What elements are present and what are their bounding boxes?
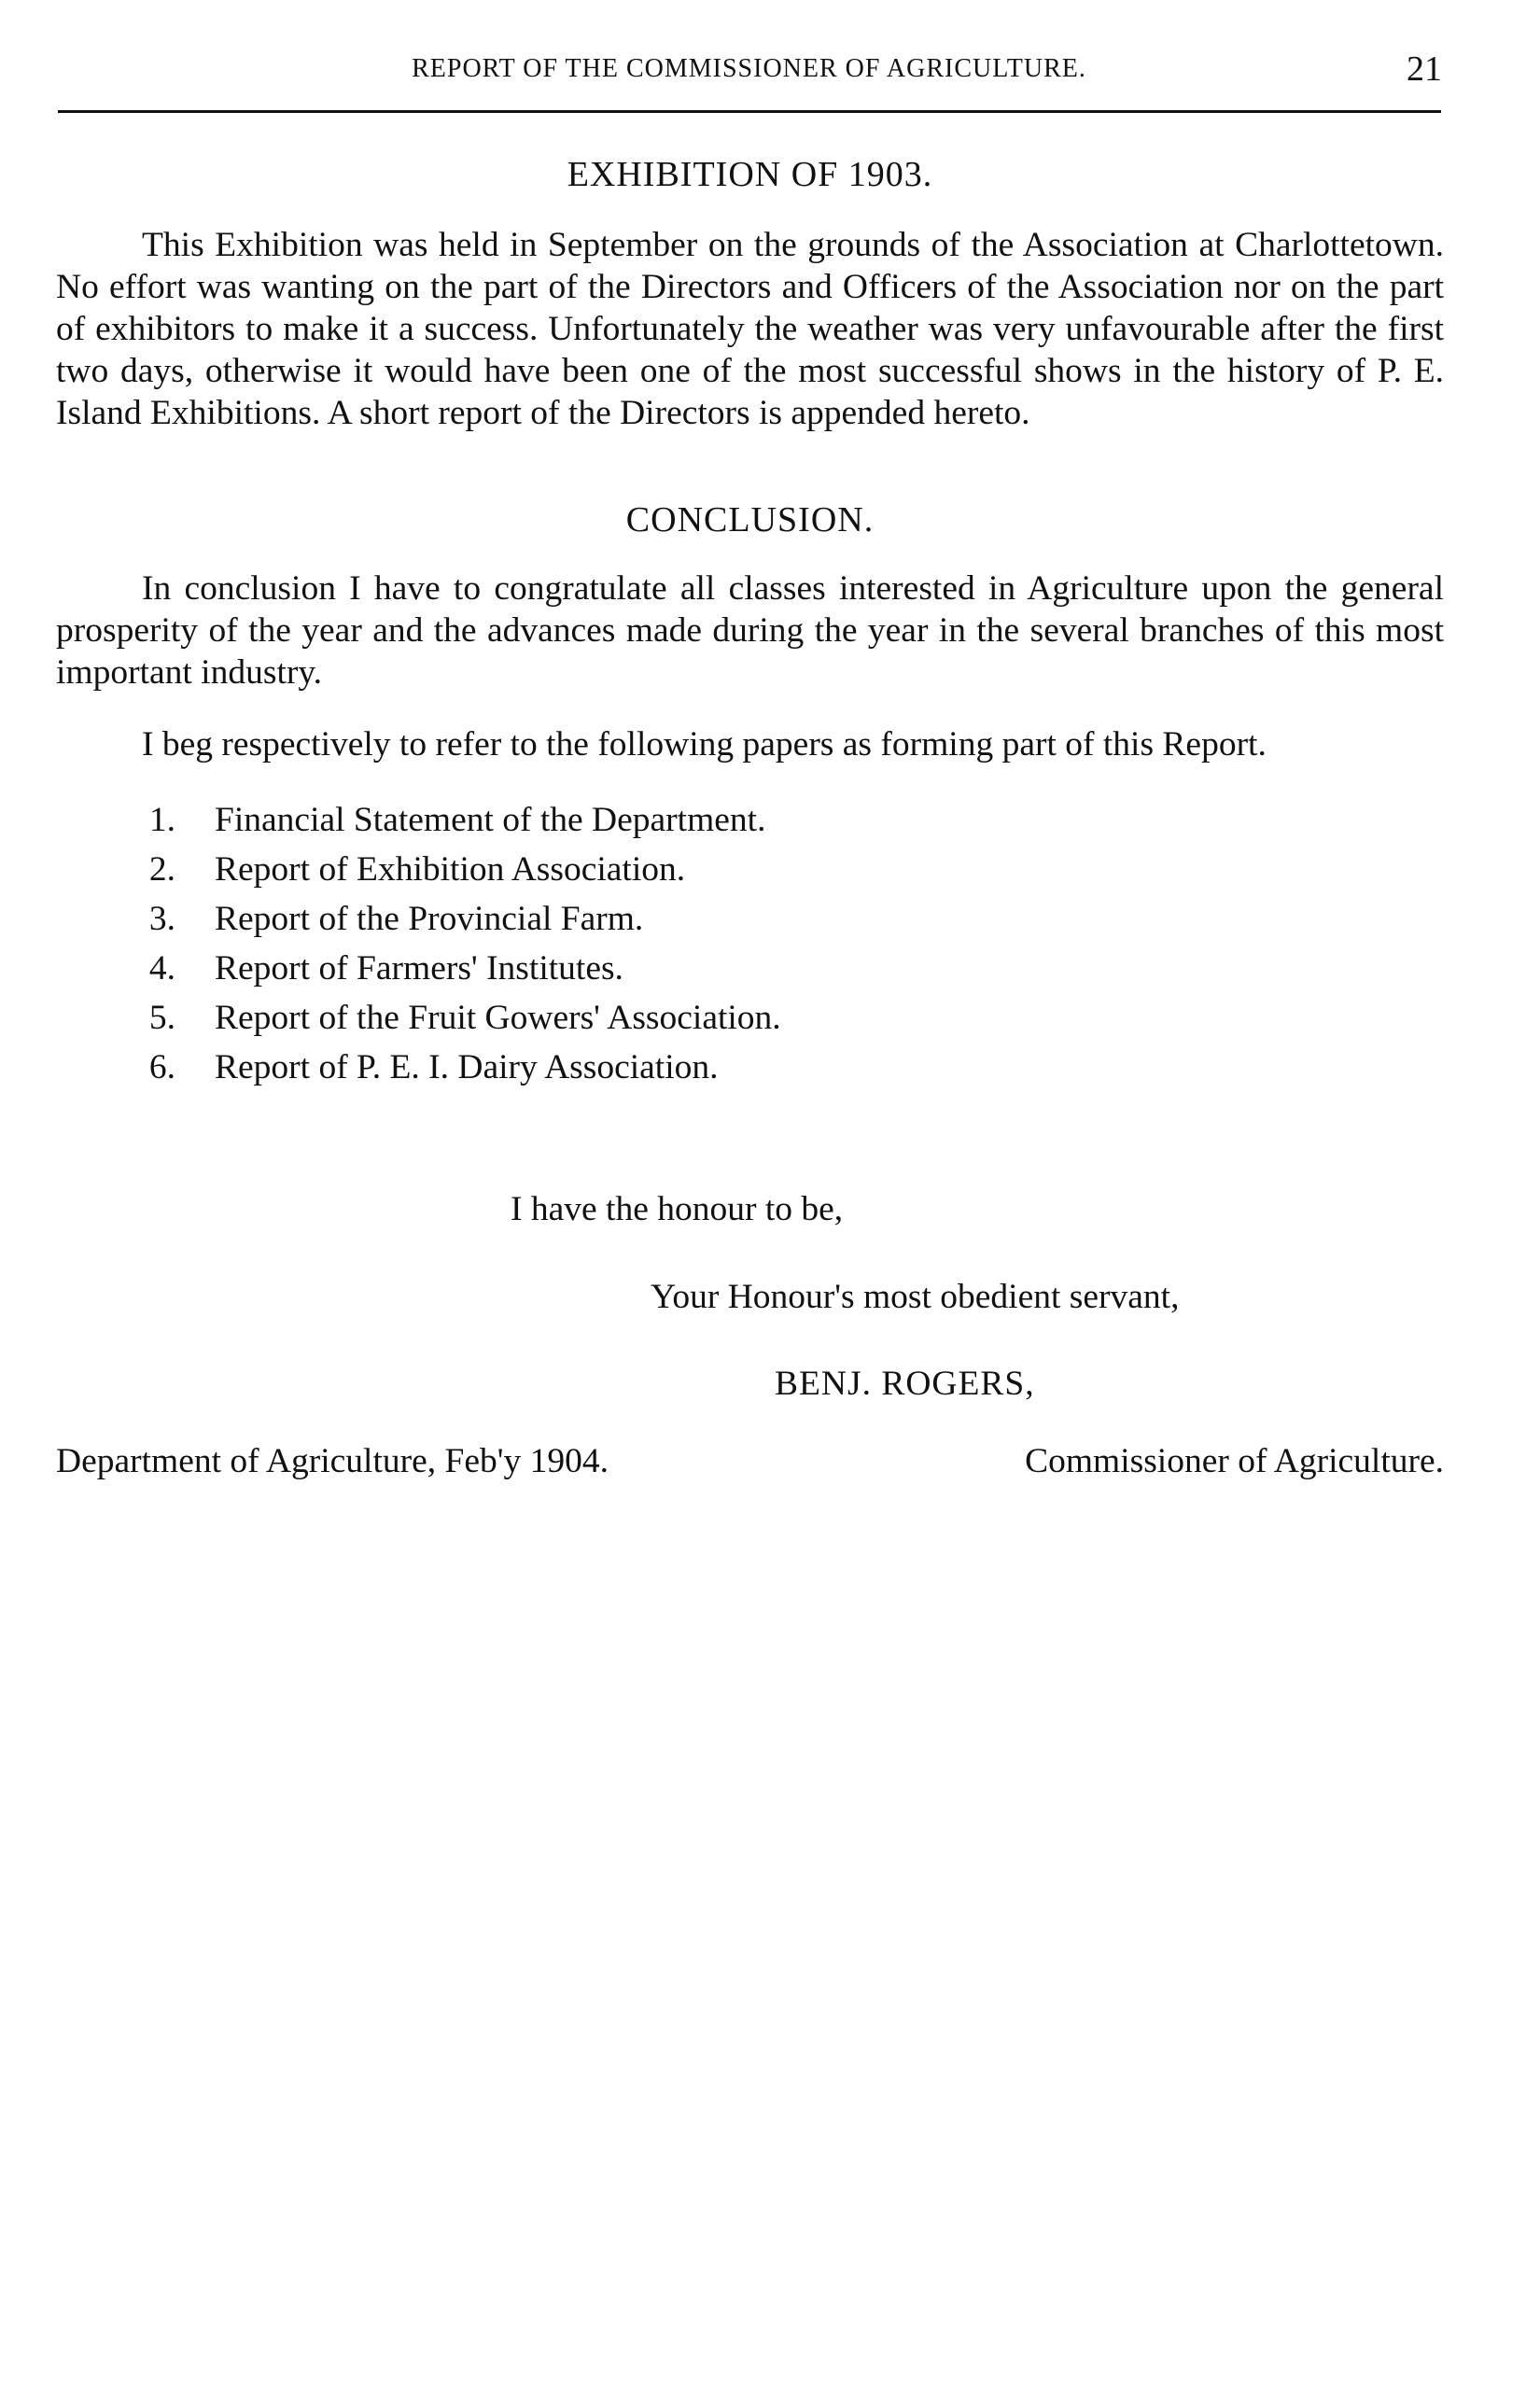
header-rule [58,110,1441,113]
list-item-number: 3. [148,900,175,938]
papers-intro-paragraph: I beg respectively to refer to the following papers as forming part of this Report. [142,725,1267,764]
conclusion-paragraph: In conclusion I have to congratulate all classes interested in Agriculture upon the general prosperity of the year and the advances made during the year in the several branches of this most important industry. [56,569,1444,692]
list-item [56,845,1444,894]
list-item-number: 6. [148,1048,175,1086]
signatory-name: BENJ. ROGERS, [775,1365,1035,1403]
closing-phrase: I have the honour to be, [511,1190,844,1228]
list-item [56,944,1444,993]
list-item-number: 1. [148,801,175,839]
list-item-number: 4. [148,949,175,988]
running-title: REPORT OF THE COMMISSIONER OF AGRICULTURE. [412,54,1086,83]
body-content [56,154,1444,1480]
list-item-number: 2. [148,850,175,889]
papers-list [56,795,1444,1092]
exhibition-heading: EXHIBITION OF 1903. [567,155,933,194]
date-line: Department of Agriculture, Feb'y 1904. [56,1442,609,1480]
list-item-text: Report of Farmers' Institutes. [215,949,623,988]
list-item [56,993,1444,1043]
list-item-text: Report of the Provincial Farm. [215,900,644,938]
list-item-text: Report of the Fruit Gowers' Association. [215,999,781,1037]
list-item-text: Report of P. E. I. Dairy Association. [215,1048,719,1086]
conclusion-heading: CONCLUSION. [625,500,875,539]
list-item [56,1043,1444,1092]
list-item-number: 5. [148,999,175,1037]
list-item-text: Report of Exhibition Association. [215,850,686,889]
list-item [56,894,1444,944]
page-number: 21 [1407,49,1442,89]
exhibition-paragraph: This Exhibition was held in September on the grounds of the Association at Charlottetown. No effort was wanting on the part of the Directors and Officers of the Association nor on the part of exhibitors to make it a success. Unfortunately the weather was very unfavourable after the first two days, otherwise it would have been one of the most successful shows in the history of P. E. Island Exhibitions. A short report of the Directors is appended hereto. [56,226,1444,432]
signatory-title: Commissioner of Agriculture. [1025,1442,1444,1480]
list-item [56,795,1444,845]
list-item-text: Financial Statement of the Department. [215,801,766,839]
running-header [56,49,1442,95]
signoff-line: Your Honour's most obedient servant, [651,1278,1180,1316]
